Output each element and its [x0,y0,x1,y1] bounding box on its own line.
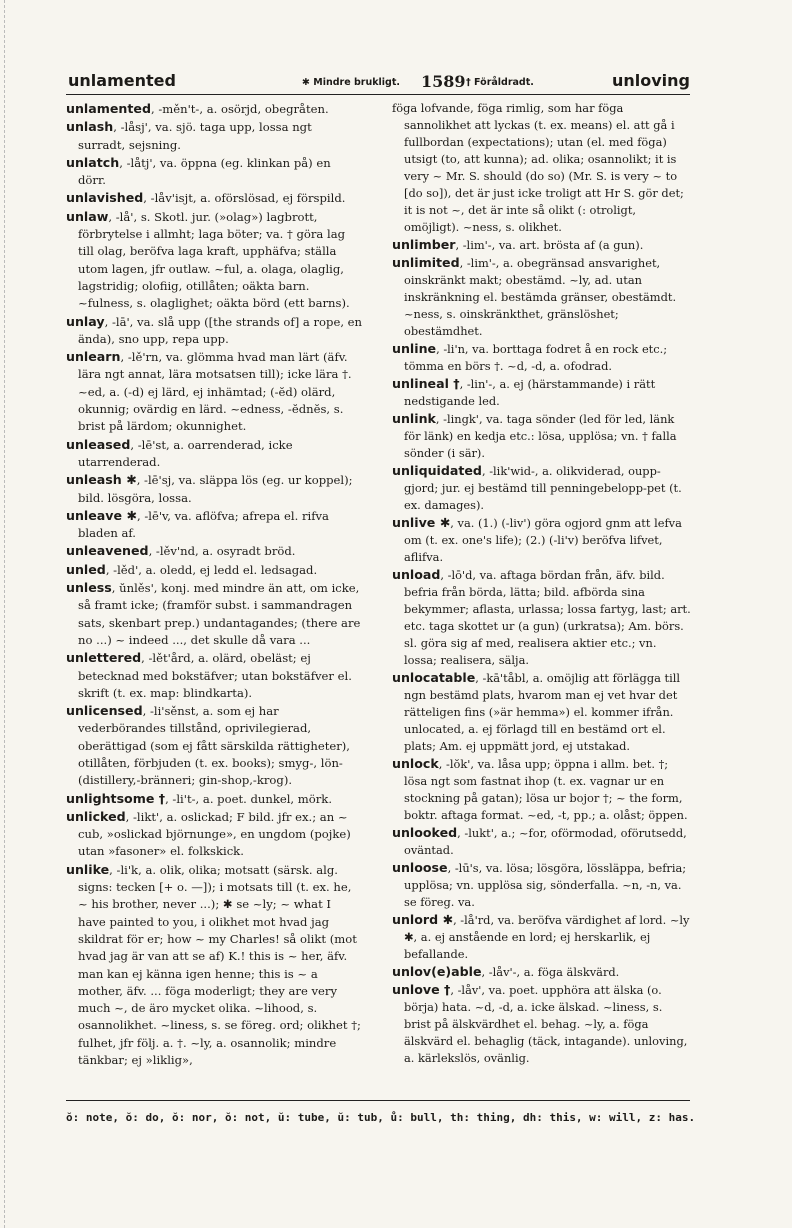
entry-headword: unline [392,341,437,356]
dictionary-entry [66,790,362,808]
entry-definition: , -lěv'nd, a. osyradt bröd. [148,544,296,559]
entry-headword: unlocatable [392,670,476,685]
entry-headword: unlimited [392,255,460,270]
dictionary-entry [66,649,362,702]
entry-definition: , -lět'ård, a. olärd, obeläst; ej betecknad med bokstäfver; utan bokstäfver el. skrift (t. ex. map: blindkarta). [78,651,352,700]
entry-headword: unleash ✱ [66,472,137,488]
entry-definition: , -li'k, a. olik, olika; motsatt (särsk. alg. signs: tecken [+ o. —]); i motsats till (t. ex. he, ~ his brother, never ...); ✱ se ~ly; ~ what I have painted to you, i olikhet mot hvad jag skildrat för er; how ~ my Charles! så olikt (mot hvad jag är van att se af) K.! this is ~ her, äfv. man kan ej känna igen henne; this is ~ a mother, äfv. ... föga moderligt; they are very much ~, de äro mycket olika. ~lihood, s. osannolikhet. ~liness, s. se föreg. ord; olikhet †; fulhet, jfr följ. a. †. ~ly, a. osannolik; mindre tänkbar; ej »liklig», [78,862,361,1068]
entry-definition: , -låv', va. poet. upphöra att älska (o. börja) hata. ~d, -d, a. icke älskad. ~liness, s. brist på älskvärdhet el. behag. ~ly, a. föga älskvärd el. behaglig (täck, intagande). unloving, a. kärlekslös, ovänlig. [404,983,688,1065]
obsolete-usage-note: † Föråldradt. [466,77,534,88]
dictionary-entry [392,100,692,236]
dictionary-entry [392,859,692,911]
dictionary-entry [392,236,692,254]
entry-headword: unlaw [66,208,109,224]
entry-headword: unleave ✱ [66,507,137,523]
entry-definition: , -likt', a. oslickad; F bild. jfr ex.; an ~ cub, »oslickad björnunge», en ungdom (pojke) utan »fasoner» el. folkskick. [78,809,351,859]
left-guide-word: unlamented [68,71,176,90]
right-column [392,100,692,1067]
dictionary-entry [392,254,692,340]
entry-headword: unloose [392,860,448,875]
entry-definition: , -lē'v, va. aflöfva; afrepa el. rifva bladen af. [78,508,329,541]
dictionary-entry [392,755,692,824]
left-column [66,100,362,1069]
dictionary-entry [392,669,692,755]
dictionary-entry [392,963,692,981]
page-number: 1589 [421,72,466,91]
entry-headword: unlike [66,861,110,877]
dictionary-entry [66,348,362,435]
entry-definition: , -li'n, va. borttaga fodret å en rock etc.; tömma en börs †. ~d, -d, a. ofodrad. [404,342,668,373]
entry-headword: unless [66,580,112,596]
entry-headword: unlamented [66,101,151,116]
entry-headword: unliquidated [392,463,482,478]
rare-usage-note: ✱ Mindre brukligt. [302,77,401,88]
dictionary-entry [66,507,362,543]
running-header [66,64,690,95]
entry-definition: , -lō'd, va. aftaga bördan från, äfv. bild. befria från börda, lätta; bild. afbörda sina bekymmer; aflasta, urlassa; lossa fartyg, last; art. etc. taga skottet ur (a gun) (urkratsa); Am. börs. sl. göra sig af med, realisera aktier etc.; vn. lossa; realisera, sälja. [404,568,691,667]
entry-definition: , -kā'tåbl, a. omöjlig att förlägga till ngn bestämd plats, hvarom man ej vet hvar det rätteligen fins (»är hemma») el. kommer ifrån. unlocated, a. ej förlagd till en bestämd ort el. plats; Am. ej uppmätt jord, ej utstakad. [404,671,681,753]
entry-headword: unlimber [392,237,456,252]
entry-definition: , -lū's, va. lösa; lösgöra, lössläppa, befria; upplösa; vn. upplösa sig, sönderfalla. ~n, -n, va. se föreg. va. [404,861,687,909]
dictionary-entry [66,702,362,789]
entry-headword: unlavished [66,190,144,206]
entry-headword: unlineal † [392,376,460,391]
entry-headword: unlightsome † [66,790,166,806]
entry-definition: , -lē'sj, va. släppa lös (eg. ur koppel); bild. lösgöra, lossa. [78,473,353,505]
dictionary-entry [66,861,362,1070]
dictionary-entry [392,566,692,669]
dictionary-entry [66,100,362,118]
entry-definition: , -låtj', va. öppna (eg. klinkan på) en dörr. [78,155,331,188]
entry-headword: unlearn [66,349,121,365]
dictionary-entry [66,436,362,472]
entry-headword: unlink [392,411,436,426]
entry-headword: unlicked [66,808,126,824]
entry-definition: , -měn't-, a. osörjd, obegråten. [150,102,329,116]
entry-definition: , -lukt', a.; ~for, oförmodad, oförutsedd, oväntad. [404,826,687,857]
entry-headword: unlash [66,119,114,135]
entry-headword: unlive ✱ [392,515,451,530]
pronunciation-key: ŏ: note, ŏ: do, ŏ: nor, ŏ: not, ŭ: tube, ŭ: tub, ů: bull, th: thing, dh: this, w: will, z: has. [66,1100,690,1124]
dictionary-entry [66,118,362,154]
entry-headword: unled [66,561,106,577]
entry-definition: , -lŏk', va. låsa upp; öppna i allm. bet. †; lösa ngt som fastnat ihop (t. ex. vagnar ur en stockning på gatan); lösa ur bojor †; ~ the form, boktr. aftaga format. ~ed, -t, pp.; a. olåst; öppen. [404,757,688,822]
dictionary-entry [66,471,362,507]
entry-definition: , ŭnlěs', konj. med mindre än att, om icke, så framt icke; (framför subst. i sammandragen sats, skenbart prep.) undantagandes; (there are no ...) ~ indeed ..., det skulle då vara ... [78,581,361,647]
entry-headword: unlooked [392,825,458,840]
entry-definition: , -lik'wid-, a. olikviderad, oupp-gjord; jur. ej bestämd till penningebelopp-pet (t. ex. damages). [404,464,682,512]
dictionary-entry [66,189,362,207]
dictionary-entry [66,154,362,190]
dictionary-entry [66,313,362,349]
dictionary-entry [66,561,362,579]
entry-headword: unlicensed [66,703,143,719]
entry-headword: unlettered [66,650,142,666]
entry-definition: , -li't-, a. poet. dunkel, mörk. [165,791,333,806]
dictionary-entry [66,542,362,560]
entry-definition: , -lě'rn, va. glömma hvad man lärt (äfv. lära ngt annat, lära motsatsen till); icke lära †. ~ed, a. (-d) ej lärd, ej inhämtad; (-ĕd) olärd, okunnig; ovärdig en lärd. ~edness, -ĕdnĕs, s. brist på lärdom; okunnighet. [78,350,352,434]
entry-headword: unlock [392,756,439,771]
entry-headword: unleased [66,436,131,452]
entry-headword: unload [392,567,441,582]
entry-definition: , -lěd', a. oledd, ej ledd el. ledsagad. [105,562,318,577]
dictionary-entry [66,579,362,649]
dictionary-entry [66,808,362,861]
dictionary-entry [392,981,692,1067]
dictionary-entry [66,208,362,313]
dictionary-entry [392,410,692,462]
entry-definition: , -lē'st, a. oarrenderad, icke utarrenderad. [78,437,293,469]
page-margin-rule [0,0,5,1228]
dictionary-entry [392,911,692,963]
entry-definition: , va. (1.) (-liv') göra ogjord gnm att lefva om (t. ex. one's life); (2.) (-li'v) beröfva lifvet, aflifva. [404,516,682,564]
entry-definition: , -li'sěnst, a. som ej har vederbörandes tillstånd, oprivilegierad, oberättigad (som ej fått särskilda rättigheter), otillåten, förbjuden (t. ex. books); smyg-, lön-(distillery,-bränneri; gin-shop,-krog). [78,704,350,788]
dictionary-entry [392,824,692,859]
dictionary-entry [392,375,692,410]
dictionary-entry [392,514,692,566]
entry-definition: , -lim'-, va. art. brösta af (a gun). [455,238,644,252]
entry-headword: unlay [66,313,105,329]
entry-definition: , -lå'rd, va. beröfva värdighet af lord. ~ly ✱, a. ej anstående en lord; ej herskarlik, ej befallande. [404,913,690,961]
entry-definition: , -lā', va. slå upp ([the strands of] a rope, en ända), sno upp, repa upp. [78,314,363,346]
entry-headword: unlove † [392,982,451,997]
entry-definition: , -lim'-, a. obegränsad ansvarighet, oinskränkt makt; obestämd. ~ly, ad. utan inskränkning el. bestämda gränser, obestämdt. ~ness, s. oinskränkthet, gränslöshet; obestämdhet. [404,256,677,338]
entry-definition: , -låsj', va. sjö. taga upp, lossa ngt surradt, sejsning. [78,120,312,152]
dictionary-entry [392,340,692,375]
entry-definition: , -lingk', va. taga sönder (led för led, länk för länk) en kedja etc.: lösa, upplösa; vn. † falla sönder (i sär). [404,412,677,460]
right-guide-word: unloving [611,71,690,90]
entry-definition: föga lofvande, föga rimlig, som har föga sannolikhet att lyckas (t. ex. means) el. att gå i fullbordan (expectations); utan (el. med föga) utsigt (to, att kunna); ad. olika; osannolikt; it is very ~ Mr. S. should (do so) (Mr. S. is very ~ to [do so]), det är just icke troligt att Hr S. gör det; it is not ~, det är inte så olikt (: otroligt, omöjligt). ~ness, s. olikhet. [392,101,684,234]
entry-definition: , -lin'-, a. ej (härstammande) i rätt nedstigande led. [404,377,656,408]
entry-headword: unlord ✱ [392,912,454,927]
entry-headword: unlov(e)able [392,964,482,979]
entry-headword: unleavened [66,543,149,559]
entry-headword: unlatch [66,154,120,170]
entry-definition: , -låv'isjt, a. oförslösad, ej förspild. [143,191,346,206]
dictionary-entry [392,462,692,514]
entry-definition: , -lå', s. Skotl. jur. (»olag») lagbrott, förbrytelse i allmht; laga böter; va. † göra lag till olag, beröfva laga kraft, upphäfva; ställa utom lagen, jfr outlaw. ~ful, a. olaga, olaglig, lagstridig; olofiig, otillåten; oäkta barn. ~fulness, s. olaglighet; oäkta börd (ett barns). [78,209,350,311]
entry-definition: , -låv'-, a. föga älskvärd. [481,965,620,979]
